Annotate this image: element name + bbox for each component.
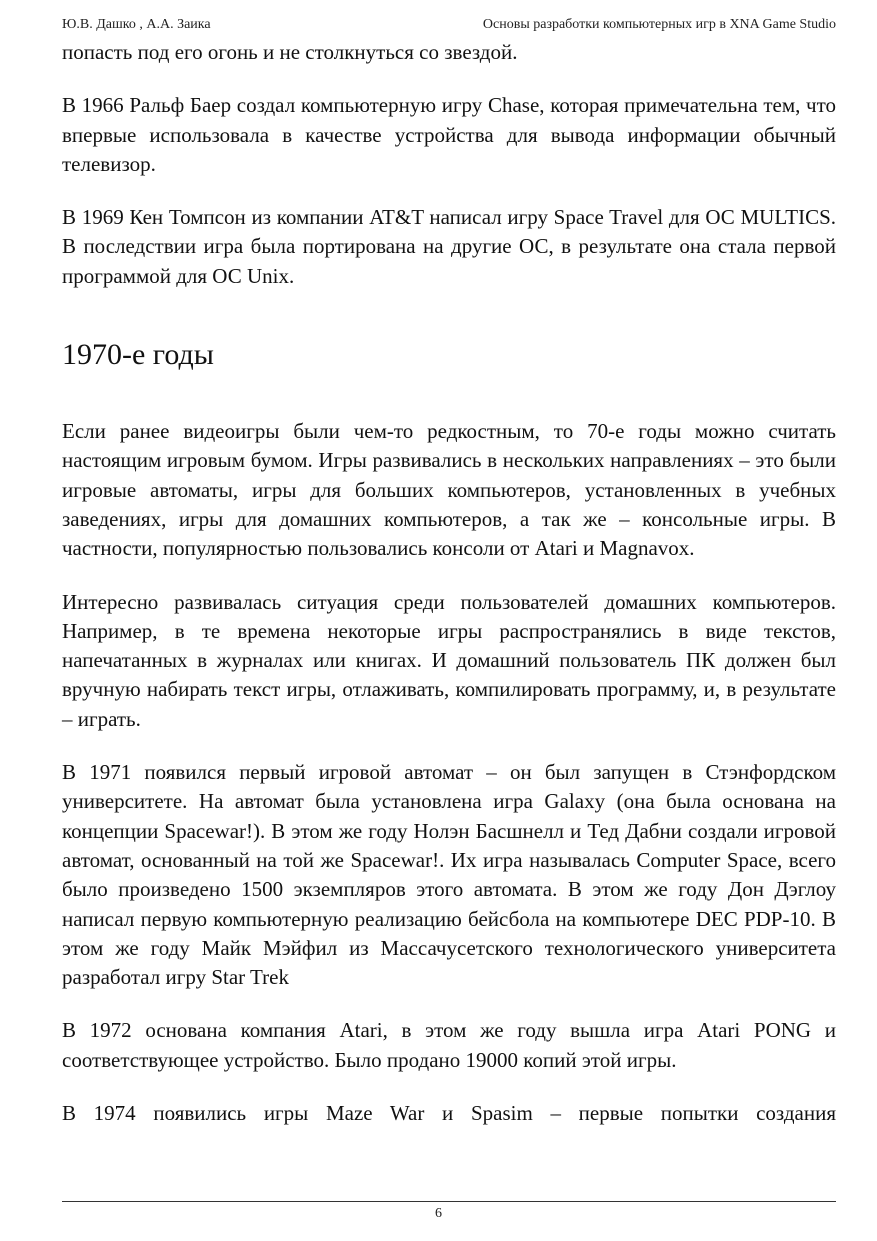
header-book-title: Основы разработки компьютерных игр в XNA Game Studio [482,17,836,32]
page-number: 6 [435,1206,442,1221]
paragraph-chase: В 1966 Ральф Баер создал компьютерную игру Chase, которая примечательна тем, что впервые использовала в качестве устройства для вывода информации обычный телевизор. [62,93,836,176]
paragraph-1971: В 1971 появился первый игровой автомат – он был запущен в Стэнфордском университете. На автомат была установлена игра Galaxy (она была основана на концепции Spacewar!). В этом же году Нолэн Басшнелл и Тед Дабни создали игровой автомат, основанный на той же Spacewar!. Их игра называлась Computer Space, всего было произведено 1500 экземпляров этого автомата. В этом же году Дон Дэглоу написал первую компьютерную реализацию бейсбола на компьютере DEC PDP-10. В этом же году Майк Мэйфил из Массачусетского технологического университета разработал игру Star Trek [62,760,836,990]
paragraph-space-travel: В 1969 Кен Томпсон из компании AT&T написал игру Space Travel для ОС MULTICS. В последствии игра была портирована на другие ОС, в результате она стала первой программой для ОС Unix. [62,205,836,288]
paragraph-70s-boom: Если ранее видеоигры были чем-то редкостным, то 70-е годы можно считать настоящим игровым бумом. Игры развивались в нескольких направлениях – это были игровые автоматы, игры для больших компьютеров, установленных в учебных заведениях, игры для домашних компьютеров, а так же – консольные игры. В частности, популярностью пользовались консоли от Atari и Magnavox. [62,419,836,561]
paragraph-continuation: попасть под его огонь и не столкнуться со звездой. [62,40,518,64]
header-authors: Ю.В. Дашко , А.А. Заика [62,17,211,32]
paragraph-1974: В 1974 появились игры Maze War и Spasim – первые попытки создания [62,1101,836,1126]
footer-divider [62,1201,836,1202]
paragraph-home-computers: Интересно развивалась ситуация среди пользователей домашних компьютеров. Например, в те времена некоторые игры распространялись в виде текстов, напечатанных в журналах или книгах. И домашний пользователь ПК должен был вручную набирать текст игры, отлаживать, компилировать программу, и, в результате – играть. [62,589,836,731]
paragraph-1972: В 1972 основана компания Atari, в этом же году вышла игра Atari PONG и соответствующее устройство. Было продано 19000 копий этой игры. [62,1018,836,1072]
section-heading: 1970-е годы [62,338,214,372]
running-header [62,15,836,35]
page-body [62,38,836,1128]
